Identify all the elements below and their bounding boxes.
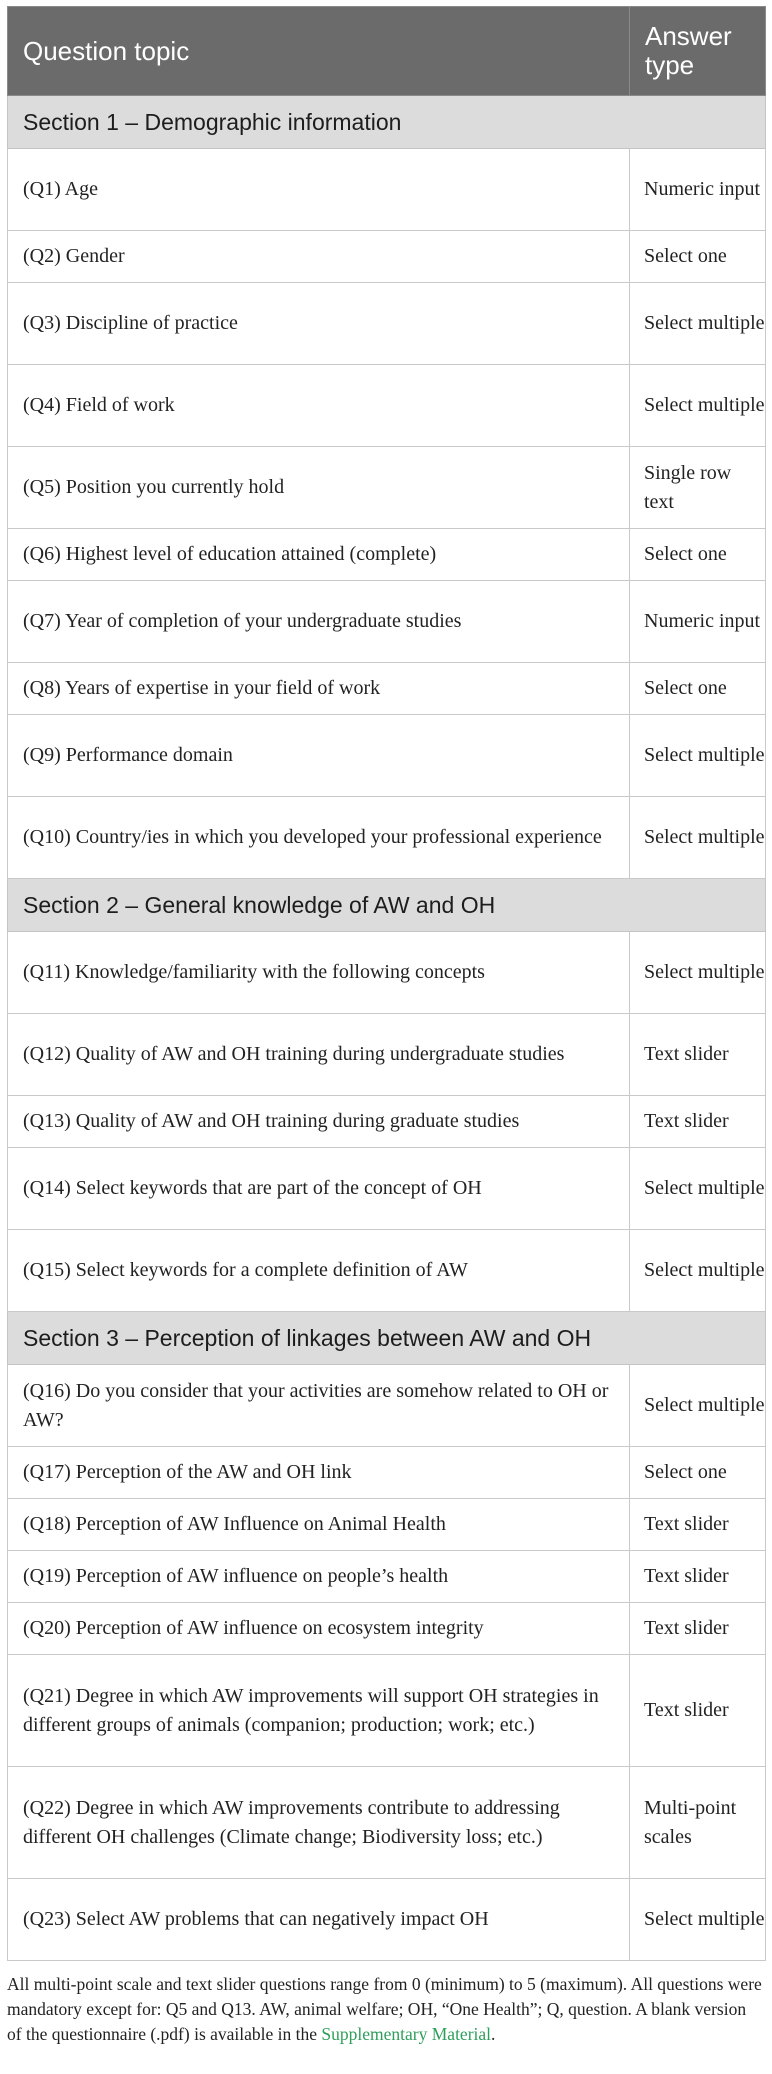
answer-type-cell: Text slider (630, 1603, 766, 1655)
question-topic-cell: (Q19) Perception of AW influence on people’s health (8, 1551, 630, 1603)
footnote-end: . (491, 2024, 496, 2044)
answer-type-cell: Text slider (630, 1096, 766, 1148)
answer-type-cell: Text slider (630, 1014, 766, 1096)
header-question-topic: Question topic (8, 7, 630, 96)
header-answer-type: Answer type (630, 7, 766, 96)
answer-type-cell: Select multiple (630, 932, 766, 1014)
table-row (8, 529, 766, 581)
question-topic-cell: (Q7) Year of completion of your undergraduate studies (8, 581, 630, 663)
table-row (8, 231, 766, 283)
answer-type-cell: Select one (630, 663, 766, 715)
question-topic-cell: (Q22) Degree in which AW improvements contribute to addressing different OH challenges (Climate change; Biodiversity loss; etc.) (8, 1767, 630, 1879)
table-row (8, 1655, 766, 1767)
answer-type-cell: Select one (630, 1447, 766, 1499)
section-row (8, 1312, 766, 1365)
table-row (8, 581, 766, 663)
answer-type-cell: Numeric input (630, 581, 766, 663)
table-row (8, 932, 766, 1014)
section-title: Section 2 – General knowledge of AW and OH (8, 879, 766, 932)
table-row (8, 1551, 766, 1603)
question-topic-cell: (Q3) Discipline of practice (8, 283, 630, 365)
table-row (8, 715, 766, 797)
table-row (8, 1499, 766, 1551)
answer-type-cell: Select multiple (630, 797, 766, 879)
question-topic-cell: (Q1) Age (8, 149, 630, 231)
supplementary-material-link[interactable]: Supplementary Material (321, 2024, 492, 2044)
table-row (8, 1603, 766, 1655)
table-row (8, 1767, 766, 1879)
question-topic-cell: (Q11) Knowledge/familiarity with the following concepts (8, 932, 630, 1014)
answer-type-cell: Select one (630, 529, 766, 581)
answer-type-cell: Text slider (630, 1499, 766, 1551)
answer-type-cell: Numeric input (630, 149, 766, 231)
answer-type-cell: Select multiple (630, 1365, 766, 1447)
answer-type-cell: Select multiple (630, 1879, 766, 1961)
question-topic-cell: (Q12) Quality of AW and OH training during undergraduate studies (8, 1014, 630, 1096)
answer-type-cell: Single row text (630, 447, 766, 529)
question-topic-cell: (Q20) Perception of AW influence on ecosystem integrity (8, 1603, 630, 1655)
answer-type-cell: Text slider (630, 1655, 766, 1767)
table-row (8, 1096, 766, 1148)
question-topic-cell: (Q17) Perception of the AW and OH link (8, 1447, 630, 1499)
answer-type-cell: Select multiple (630, 365, 766, 447)
answer-type-cell: Text slider (630, 1551, 766, 1603)
answer-type-cell: Select one (630, 231, 766, 283)
table-row (8, 447, 766, 529)
question-topic-cell: (Q13) Quality of AW and OH training during graduate studies (8, 1096, 630, 1148)
section-row (8, 96, 766, 149)
question-topic-cell: (Q8) Years of expertise in your field of work (8, 663, 630, 715)
question-topic-cell: (Q16) Do you consider that your activities are somehow related to OH or AW? (8, 1365, 630, 1447)
table-row (8, 1447, 766, 1499)
question-topic-cell: (Q21) Degree in which AW improvements will support OH strategies in different groups of animals (companion; production; work; etc.) (8, 1655, 630, 1767)
table-row (8, 663, 766, 715)
table-row (8, 1365, 766, 1447)
answer-type-cell: Select multiple (630, 283, 766, 365)
question-topic-cell: (Q15) Select keywords for a complete definition of AW (8, 1230, 630, 1312)
questionnaire-table (7, 6, 766, 1961)
table-header-row (8, 7, 766, 96)
table-row (8, 1230, 766, 1312)
question-topic-cell: (Q4) Field of work (8, 365, 630, 447)
section-title: Section 1 – Demographic information (8, 96, 766, 149)
section-row (8, 879, 766, 932)
question-topic-cell: (Q23) Select AW problems that can negatively impact OH (8, 1879, 630, 1961)
table-row (8, 1014, 766, 1096)
question-topic-cell: (Q18) Perception of AW Influence on Animal Health (8, 1499, 630, 1551)
table-row (8, 149, 766, 231)
question-topic-cell: (Q2) Gender (8, 231, 630, 283)
answer-type-cell: Multi-point scales (630, 1767, 766, 1879)
section-title: Section 3 – Perception of linkages between AW and OH (8, 1312, 766, 1365)
table-row (8, 1879, 766, 1961)
answer-type-cell: Select multiple (630, 1148, 766, 1230)
table-body (8, 96, 766, 1961)
table-row (8, 1148, 766, 1230)
table-row (8, 283, 766, 365)
question-topic-cell: (Q14) Select keywords that are part of the concept of OH (8, 1148, 630, 1230)
question-topic-cell: (Q5) Position you currently hold (8, 447, 630, 529)
footnote (7, 1972, 765, 2047)
table-row (8, 365, 766, 447)
question-topic-cell: (Q9) Performance domain (8, 715, 630, 797)
table-row (8, 797, 766, 879)
question-topic-cell: (Q10) Country/ies in which you developed your professional experience (8, 797, 630, 879)
footnote-text: All multi-point scale and text slider questions range from 0 (minimum) to 5 (maximum). All questions were mandatory except for: Q5 and Q13. AW, animal welfare; OH, “One Health”; Q, question. A blank version of the questionnaire (.pdf) is available in the (7, 1974, 762, 2044)
question-topic-cell: (Q6) Highest level of education attained (complete) (8, 529, 630, 581)
answer-type-cell: Select multiple (630, 715, 766, 797)
answer-type-cell: Select multiple (630, 1230, 766, 1312)
